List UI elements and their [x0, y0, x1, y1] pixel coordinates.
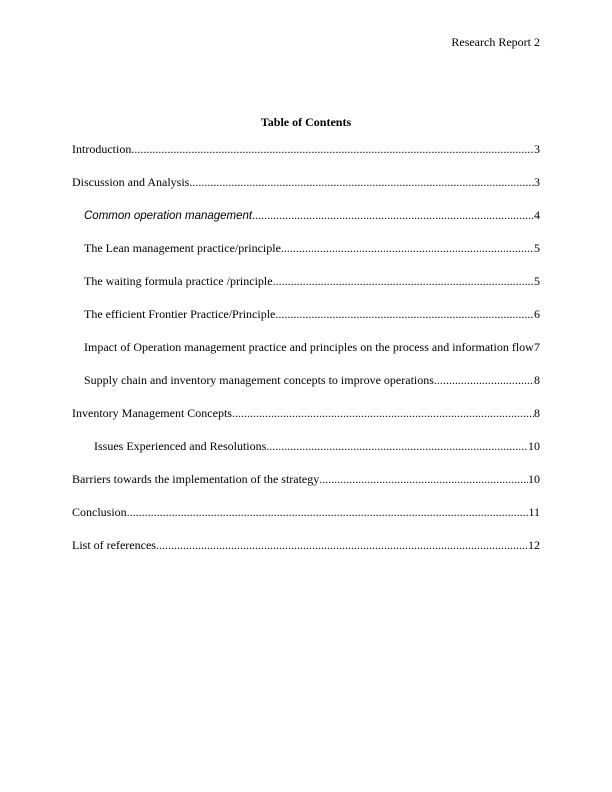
toc-entry-barriers[interactable]: [72, 472, 540, 505]
toc-entry-label: The efficient Frontier Practice/Principle: [84, 307, 276, 321]
toc-entry-conclusion[interactable]: [72, 505, 540, 538]
toc-entry-label: Discussion and Analysis: [72, 175, 190, 189]
toc-entry-page: 11: [528, 505, 540, 519]
dot-leader: [252, 208, 534, 223]
toc-entry-page: 5: [534, 241, 540, 255]
toc-entry-page: 5: [534, 274, 540, 288]
toc-entry-page: 8: [534, 373, 540, 387]
toc-entry-lean-management[interactable]: [72, 241, 540, 274]
dot-leader: [266, 439, 528, 454]
toc-entry-page: 8: [534, 406, 540, 420]
toc-entry-page: 7: [534, 340, 540, 354]
dot-leader: [434, 373, 534, 388]
toc-entry-supply-chain[interactable]: [72, 373, 540, 406]
toc-entry-page: 3: [534, 175, 540, 189]
toc-entry-efficient-frontier[interactable]: [72, 307, 540, 340]
toc-entry-label: The waiting formula practice /principle: [84, 274, 273, 288]
toc-entry-discussion-and-analysis[interactable]: [72, 175, 540, 208]
running-head: Research Report 2: [451, 35, 540, 49]
dot-leader: [275, 307, 534, 322]
toc-entry-label: Barriers towards the implementation of the strategy: [72, 472, 320, 486]
toc-entry-issues-experienced[interactable]: [72, 439, 540, 472]
toc-entry-inventory-management-concepts[interactable]: [72, 406, 540, 439]
toc-entry-common-operation-management[interactable]: [72, 208, 540, 241]
dot-leader: [131, 142, 534, 157]
toc-entry-label: Issues Experienced and Resolutions: [94, 439, 267, 453]
toc-entry-introduction[interactable]: [72, 142, 540, 175]
dot-leader: [281, 241, 534, 256]
toc-entry-page: 4: [534, 208, 540, 222]
toc-entry-label: List of references: [72, 538, 156, 552]
toc-entry-page: 3: [534, 142, 540, 156]
dot-leader: [273, 274, 534, 289]
table-of-contents: [72, 142, 540, 571]
toc-entry-impact-of-operation-management[interactable]: [72, 340, 540, 373]
toc-entry-page: 10: [528, 439, 540, 453]
dot-leader: [127, 505, 529, 520]
toc-entry-page: 6: [534, 307, 540, 321]
toc-title: Table of Contents: [260, 115, 352, 129]
dot-leader: [232, 406, 534, 421]
toc-entry-waiting-formula[interactable]: [72, 274, 540, 307]
toc-entry-label: Conclusion: [72, 505, 127, 519]
toc-entry-label: Inventory Management Concepts: [72, 406, 232, 420]
toc-entry-label: Supply chain and inventory management concepts to improve operations: [84, 373, 434, 387]
dot-leader: [156, 538, 528, 553]
toc-entry-label: Impact of Operation management practice and principles on the process and information flow: [84, 340, 534, 354]
dot-leader: [319, 472, 528, 487]
toc-entry-label: Introduction: [72, 142, 132, 156]
dot-leader: [189, 175, 534, 190]
toc-entry-label: Common operation management: [84, 210, 253, 222]
toc-entry-label: The Lean management practice/principle: [84, 241, 281, 255]
toc-entry-page: 12: [528, 538, 540, 552]
toc-entry-page: 10: [528, 472, 540, 486]
toc-entry-list-of-references[interactable]: [72, 538, 540, 571]
